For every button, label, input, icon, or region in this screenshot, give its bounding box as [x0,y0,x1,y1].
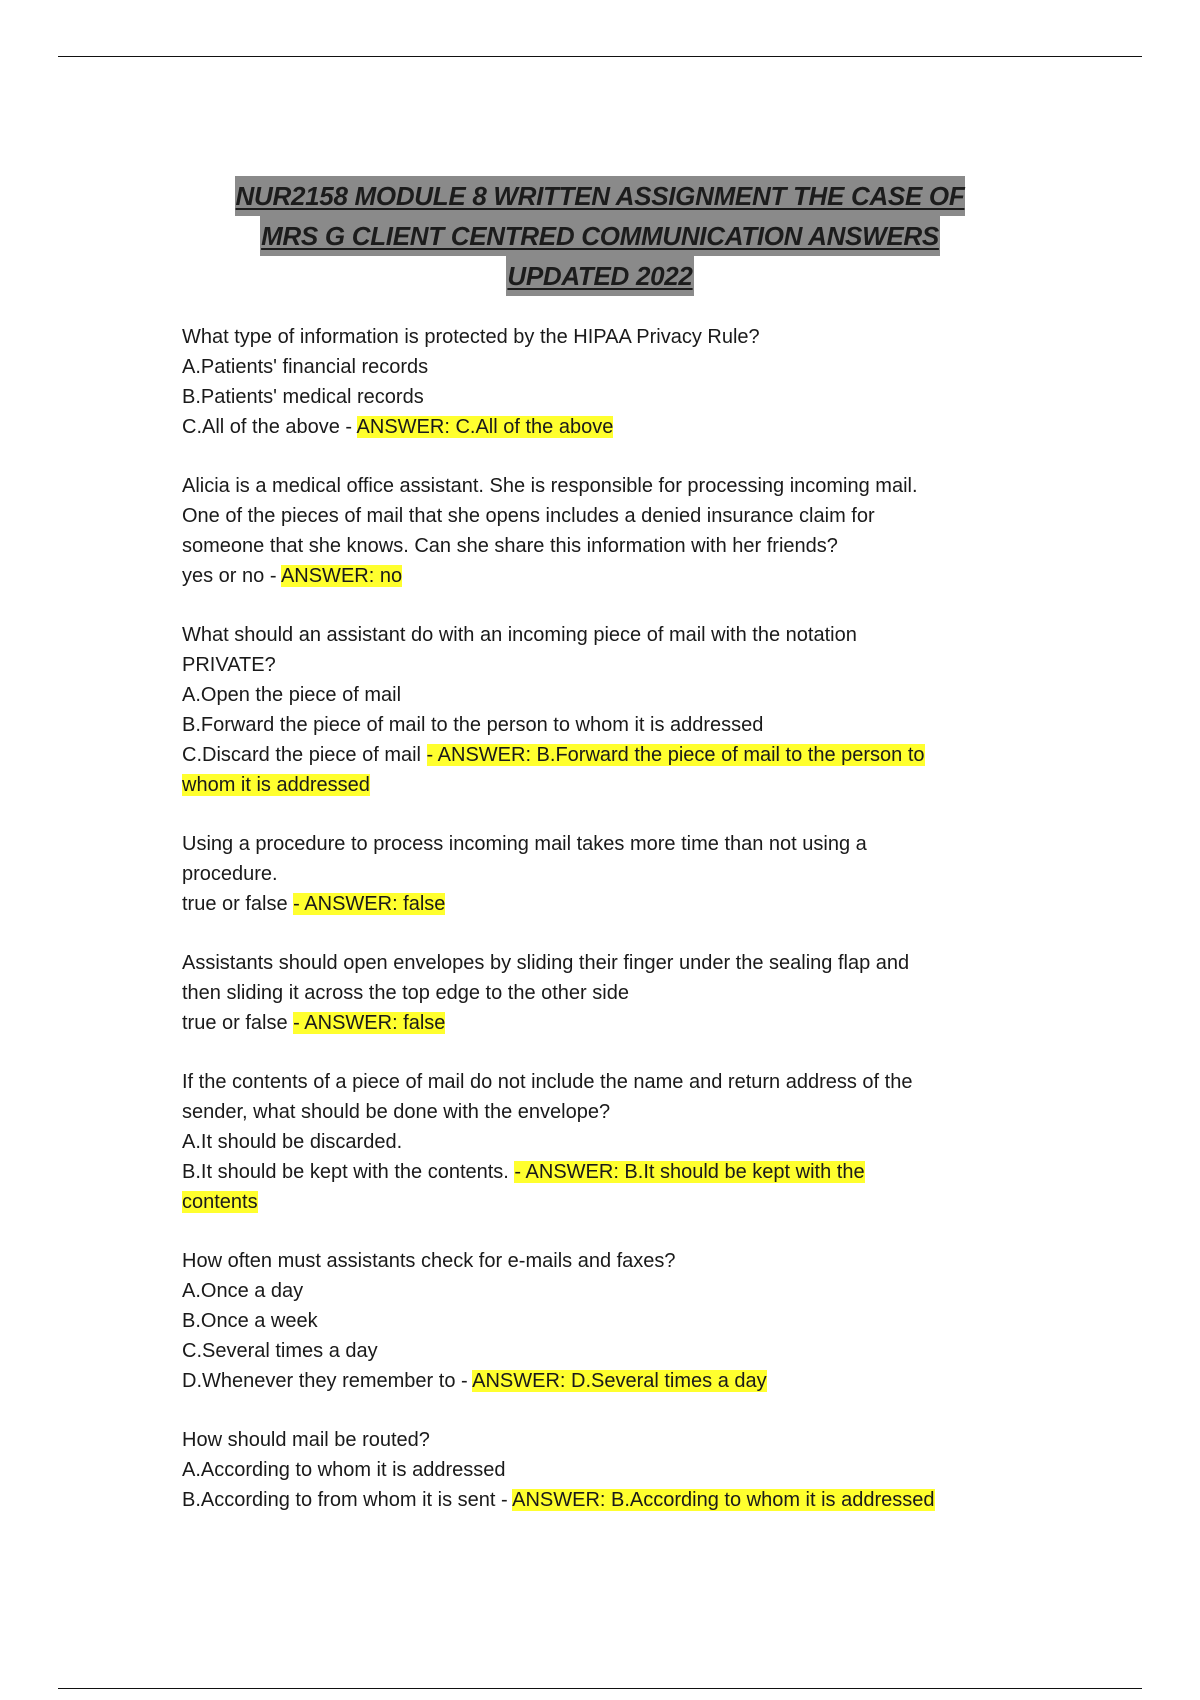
question-text-line: Assistants should open envelopes by sliding their finger under the sealing flap and [182,952,910,974]
question-text-line: What should an assistant do with an incoming piece of mail with the notation [182,624,857,646]
answer-highlight: - ANSWER: B.Forward the piece of mail to the person to [426,744,925,766]
answer-line [182,740,1042,770]
option-text: B.According to from whom it is sent - [182,1489,513,1511]
question-block [182,1425,1042,1515]
option-text: true or false [182,893,294,915]
answer-highlight: - ANSWER: B.It should be kept with the [514,1161,865,1183]
answer-highlight: contents [182,1191,258,1213]
question-text-line: One of the pieces of mail that she opens includes a denied insurance claim for [182,505,875,527]
question-text-line: B.Once a week [182,1310,318,1332]
answer-continuation-line [182,1187,1042,1217]
question-text-line: C.Several times a day [182,1340,378,1362]
question-text-line: A.It should be discarded. [182,1131,403,1153]
question-text-line: procedure. [182,863,278,885]
answer-line [182,1008,1042,1038]
option-text: B.It should be kept with the contents. [182,1161,515,1183]
question-text-line: Alicia is a medical office assistant. She is responsible for processing incoming mail. [182,475,918,497]
question-block [182,1067,1042,1217]
question-text-line: A.According to whom it is addressed [182,1459,506,1481]
option-text: C.All of the above - [182,416,357,438]
option-text: true or false [182,1012,294,1034]
header-rule [58,56,1142,57]
question-text-line: How often must assistants check for e-mails and faxes? [182,1250,676,1272]
question-block [182,829,1042,919]
question-text-line: A.Once a day [182,1280,304,1302]
question-text-line: A.Patients' financial records [182,356,429,378]
answer-highlight: ANSWER: B.According to whom it is addressed [512,1489,935,1511]
answer-line [182,1485,1042,1515]
question-text-line: B.Patients' medical records [182,386,424,408]
title-line: MRS G CLIENT CENTRED COMMUNICATION ANSWERS [260,216,940,256]
footer-rule [58,1688,1142,1689]
question-list [182,322,1042,1544]
answer-highlight: - ANSWER: false [293,1012,446,1034]
title-line: NUR2158 MODULE 8 WRITTEN ASSIGNMENT THE CASE OF [235,176,966,216]
answer-highlight: ANSWER: C.All of the above [356,416,614,438]
answer-highlight: whom it is addressed [182,774,370,796]
answer-highlight: - ANSWER: false [293,893,446,915]
question-block [182,948,1042,1038]
title-line: UPDATED 2022 [506,256,693,296]
answer-highlight: ANSWER: D.Several times a day [472,1370,767,1392]
answer-line [182,889,1042,919]
question-block [182,322,1042,442]
answer-line [182,1366,1042,1396]
question-text-line: How should mail be routed? [182,1429,430,1451]
question-text-line: someone that she knows. Can she share this information with her friends? [182,535,838,557]
answer-line [182,561,1042,591]
answer-continuation-line [182,770,1042,800]
question-text-line: sender, what should be done with the envelope? [182,1101,611,1123]
question-text-line: then sliding it across the top edge to the other side [182,982,629,1004]
question-text-line: PRIVATE? [182,654,276,676]
question-text-line: What type of information is protected by the HIPAA Privacy Rule? [182,326,760,348]
document-title [120,176,1080,296]
option-text: yes or no - [182,565,281,587]
question-block [182,1246,1042,1396]
question-block [182,471,1042,591]
option-text: D.Whenever they remember to - [182,1370,473,1392]
answer-line [182,1157,1042,1187]
question-text-line: A.Open the piece of mail [182,684,402,706]
question-text-line: B.Forward the piece of mail to the person to whom it is addressed [182,714,764,736]
option-text: C.Discard the piece of mail [182,744,427,766]
answer-highlight: ANSWER: no [280,565,403,587]
question-text-line: Using a procedure to process incoming mail takes more time than not using a [182,833,867,855]
question-block [182,620,1042,800]
question-text-line: If the contents of a piece of mail do not include the name and return address of the [182,1071,913,1093]
answer-line [182,412,1042,442]
